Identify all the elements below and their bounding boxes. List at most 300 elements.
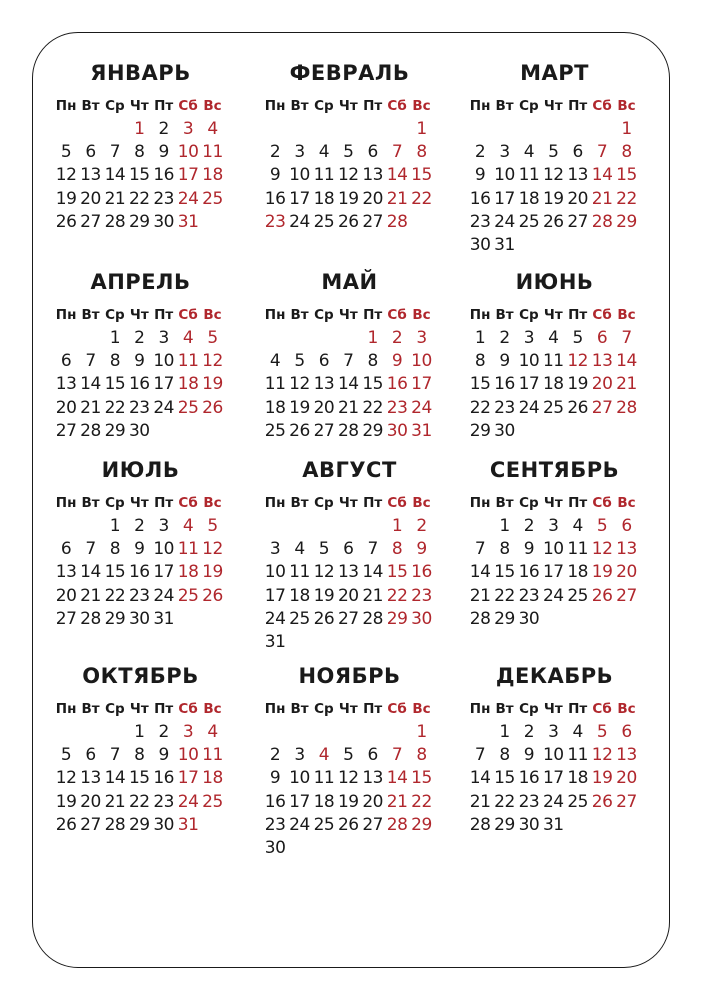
- calendar-day: 19: [337, 791, 359, 812]
- calendar-day: 11: [518, 165, 540, 186]
- calendar-day: 4: [182, 516, 194, 536]
- calendar-day: 20: [591, 374, 613, 395]
- weekday-header: Ср: [519, 495, 539, 511]
- calendar-day: 15: [469, 374, 491, 395]
- calendar-day: 29: [469, 420, 491, 441]
- calendar-day: 24: [177, 791, 199, 812]
- calendar-day: 27: [616, 791, 637, 812]
- calendar-day: 2: [134, 516, 145, 536]
- calendar-day: 22: [411, 791, 432, 812]
- calendar-day: 10: [153, 539, 174, 560]
- calendar-day: 25: [202, 188, 223, 209]
- calendar-day: 8: [391, 539, 403, 560]
- calendar-day: 6: [60, 539, 72, 560]
- calendar-day: 10: [289, 165, 310, 186]
- calendar-day: 24: [177, 188, 199, 209]
- calendar-day: 2: [499, 328, 510, 348]
- calendar-day: 25: [518, 211, 540, 232]
- calendar-day: 8: [134, 745, 145, 766]
- weekday-header: Сб: [178, 98, 198, 114]
- calendar-day: 1: [474, 328, 486, 348]
- calendar-day: 10: [411, 351, 432, 372]
- calendar-day: 27: [616, 585, 637, 606]
- calendar-day: 10: [518, 351, 540, 372]
- calendar-day: 17: [289, 188, 310, 209]
- calendar-day: 21: [386, 188, 408, 209]
- calendar-day: 21: [104, 791, 126, 812]
- calendar-day: 23: [411, 585, 432, 606]
- weekday-header: Пн: [264, 701, 286, 717]
- month-block: [53, 457, 228, 657]
- weekday-header: Вс: [617, 98, 636, 114]
- calendar-day: 3: [294, 142, 305, 163]
- calendar-day: 26: [202, 397, 223, 418]
- calendar-day: 23: [518, 585, 540, 606]
- calendar-day: 3: [548, 722, 559, 742]
- calendar-day: 22: [104, 585, 126, 606]
- calendar-day: 10: [542, 539, 564, 560]
- calendar-day: 4: [207, 119, 218, 139]
- calendar-day: 8: [621, 142, 632, 163]
- calendar-day: 6: [60, 351, 72, 372]
- calendar-day: 12: [591, 539, 613, 560]
- calendar-day: 8: [499, 745, 510, 766]
- calendar-day: 25: [542, 397, 564, 418]
- weekday-header: Чт: [543, 495, 563, 511]
- calendar-day: 1: [416, 722, 427, 742]
- calendar-day: 24: [153, 585, 174, 606]
- calendar-day: 5: [207, 516, 218, 536]
- calendar-day: 13: [80, 768, 101, 789]
- month-block: [262, 269, 437, 469]
- month-block: [262, 457, 437, 657]
- calendar-day: 16: [153, 165, 174, 186]
- weekday-header: Сб: [178, 701, 198, 717]
- month-title: ОКТЯБРЬ: [82, 664, 199, 688]
- calendar-day: 20: [80, 791, 101, 812]
- weekday-header: Пт: [154, 307, 174, 323]
- calendar-day: 13: [362, 165, 383, 186]
- calendar-day: 11: [313, 768, 335, 789]
- calendar-day: 9: [158, 745, 169, 766]
- weekday-header: Сб: [387, 307, 407, 323]
- calendar-day: 20: [55, 397, 77, 418]
- calendar-day: 6: [85, 745, 96, 766]
- month-block: [262, 663, 437, 863]
- calendar-day: 6: [343, 539, 354, 560]
- month-title: ИЮНЬ: [515, 270, 594, 294]
- calendar-day: 24: [289, 211, 310, 232]
- calendar-day: 14: [386, 165, 408, 186]
- calendar-day: 8: [416, 745, 427, 766]
- calendar-day: 21: [80, 397, 101, 418]
- calendar-day: 1: [367, 328, 378, 348]
- weekday-header: Пт: [568, 701, 588, 717]
- calendar-day: 9: [391, 351, 403, 372]
- calendar-day: 15: [386, 562, 408, 583]
- month-block: [53, 60, 228, 260]
- calendar-day: 30: [153, 211, 174, 232]
- calendar-day: 17: [264, 585, 286, 606]
- calendar-day: 13: [616, 745, 637, 766]
- weekday-header: Вс: [412, 701, 431, 717]
- month-title: МАРТ: [520, 61, 589, 85]
- weekday-header: Вт: [495, 495, 514, 511]
- month-title: АВГУСТ: [302, 458, 397, 482]
- weekday-header: Сб: [178, 307, 198, 323]
- calendar-day: 9: [499, 351, 510, 372]
- calendar-day: 23: [153, 188, 174, 209]
- weekday-header: Вт: [81, 701, 100, 717]
- calendar-day: 10: [494, 165, 515, 186]
- calendar-day: 12: [313, 562, 335, 583]
- calendar-day: 4: [269, 351, 281, 372]
- calendar-day: 11: [567, 745, 588, 766]
- weekday-header: Сб: [592, 495, 612, 511]
- calendar-day: 22: [128, 188, 150, 209]
- calendar-day: 30: [518, 814, 540, 835]
- calendar-day: 29: [494, 814, 515, 835]
- weekday-header: Ср: [314, 98, 334, 114]
- calendar-day: 23: [128, 585, 150, 606]
- calendar-day: 26: [567, 397, 588, 418]
- calendar-day: 28: [104, 814, 126, 835]
- calendar-day: 26: [202, 585, 223, 606]
- calendar-day: 13: [567, 165, 588, 186]
- calendar-day: 1: [134, 119, 145, 139]
- calendar-day: 22: [362, 397, 383, 418]
- calendar-day: 30: [469, 235, 491, 255]
- calendar-day: 26: [313, 608, 335, 629]
- calendar-day: 26: [289, 420, 310, 441]
- calendar-day: 14: [469, 562, 491, 583]
- calendar-day: 18: [542, 374, 564, 395]
- calendar-day: 19: [542, 188, 564, 209]
- weekday-header: Чт: [338, 307, 358, 323]
- weekday-header: Сб: [387, 98, 407, 114]
- calendar-day: 4: [294, 539, 305, 560]
- weekday-header: Пн: [55, 98, 77, 114]
- weekday-header: Вс: [617, 495, 636, 511]
- calendar-day: 23: [128, 397, 150, 418]
- calendar-day: 16: [518, 562, 540, 583]
- calendar-day: 16: [264, 791, 286, 812]
- weekday-header: Чт: [129, 701, 149, 717]
- calendar-day: 25: [177, 585, 199, 606]
- calendar-day: 28: [469, 814, 491, 835]
- month-title: МАЙ: [321, 270, 378, 294]
- weekday-header: Чт: [543, 307, 563, 323]
- calendar-day: 19: [55, 188, 77, 209]
- calendar-day: 1: [621, 119, 632, 139]
- calendar-day: 30: [128, 420, 150, 441]
- weekday-header: Чт: [543, 701, 563, 717]
- calendar-day: 15: [494, 768, 515, 789]
- calendar-day: 4: [207, 722, 218, 742]
- calendar-day: 11: [313, 165, 335, 186]
- month-title: АПРЕЛЬ: [90, 270, 191, 294]
- calendar-day: 31: [494, 235, 515, 255]
- weekday-header: Вт: [495, 98, 514, 114]
- calendar-day: 27: [80, 211, 101, 232]
- weekday-header: Пн: [469, 495, 491, 511]
- calendar-day: 29: [362, 420, 383, 441]
- calendar-day: 2: [269, 142, 281, 163]
- calendar-day: 2: [523, 722, 535, 742]
- calendar-day: 27: [55, 608, 77, 629]
- weekday-header: Пт: [154, 701, 174, 717]
- weekday-header: Чт: [129, 495, 149, 511]
- calendar-day: 1: [391, 516, 403, 536]
- calendar-day: 5: [318, 539, 330, 560]
- calendar-day: 8: [474, 351, 486, 372]
- calendar-day: 12: [202, 351, 223, 372]
- calendar-day: 9: [416, 539, 427, 560]
- calendar-day: 24: [153, 397, 174, 418]
- calendar-day: 3: [158, 516, 169, 536]
- calendar-day: 18: [202, 768, 223, 789]
- calendar-day: 2: [134, 328, 145, 348]
- weekday-header: Пт: [568, 307, 588, 323]
- calendar-day: 8: [416, 142, 427, 163]
- calendar-day: 23: [264, 211, 286, 232]
- calendar-day: 23: [386, 397, 408, 418]
- calendar-day: 27: [80, 814, 101, 835]
- calendar-day: 10: [177, 745, 199, 766]
- calendar-day: 19: [55, 791, 77, 812]
- calendar-day: 7: [621, 328, 632, 348]
- calendar-day: 13: [337, 562, 359, 583]
- calendar-day: 22: [494, 791, 515, 812]
- calendar-day: 24: [289, 814, 310, 835]
- calendar-day: 25: [289, 608, 310, 629]
- calendar-day: 26: [337, 814, 359, 835]
- calendar-day: 13: [55, 374, 77, 395]
- calendar-day: 21: [80, 585, 101, 606]
- calendar-day: 30: [264, 838, 286, 858]
- calendar-day: 31: [177, 211, 199, 232]
- calendar-day: 19: [202, 562, 223, 583]
- calendar-day: 25: [567, 791, 588, 812]
- calendar-day: 10: [177, 142, 199, 163]
- calendar-day: 19: [289, 397, 310, 418]
- calendar-day: 10: [153, 351, 174, 372]
- month-title: ЯНВАРЬ: [90, 61, 191, 85]
- calendar-day: 22: [104, 397, 126, 418]
- calendar-day: 20: [616, 768, 637, 789]
- month-title: СЕНТЯБРЬ: [489, 458, 620, 482]
- calendar-day: 16: [264, 188, 286, 209]
- calendar-day: 24: [264, 608, 286, 629]
- calendar-day: 27: [313, 420, 335, 441]
- calendar-day: 11: [542, 351, 564, 372]
- calendar-day: 8: [109, 351, 121, 372]
- calendar-day: 28: [337, 420, 359, 441]
- calendar-day: 9: [523, 745, 535, 766]
- calendar-day: 1: [499, 722, 510, 742]
- calendar-day: 1: [499, 516, 510, 536]
- calendar-day: 26: [591, 791, 613, 812]
- calendar-day: 1: [134, 722, 145, 742]
- calendar-day: 10: [264, 562, 286, 583]
- calendar-day: 30: [128, 608, 150, 629]
- calendar-day: 5: [60, 745, 72, 766]
- calendar-day: 27: [362, 814, 383, 835]
- calendar-day: 26: [337, 211, 359, 232]
- calendar-day: 29: [411, 814, 432, 835]
- calendar-day: 12: [591, 745, 613, 766]
- weekday-header: Сб: [387, 495, 407, 511]
- calendar-day: 23: [469, 211, 491, 232]
- calendar-day: 7: [367, 539, 378, 560]
- calendar-day: 20: [313, 397, 335, 418]
- month-title: ИЮЛЬ: [101, 458, 180, 482]
- month-block: [467, 457, 642, 657]
- calendar-day: 29: [104, 420, 126, 441]
- calendar-day: 3: [182, 722, 194, 742]
- calendar-day: 23: [494, 397, 515, 418]
- calendar-day: 17: [542, 768, 564, 789]
- calendar-day: 6: [621, 722, 632, 742]
- weekday-header: Пн: [55, 495, 77, 511]
- calendar-day: 12: [55, 768, 77, 789]
- weekday-header: Вт: [290, 307, 309, 323]
- calendar-day: 31: [411, 420, 432, 441]
- calendar-day: 28: [80, 608, 101, 629]
- calendar-day: 16: [128, 374, 150, 395]
- calendar-day: 30: [518, 608, 540, 629]
- calendar-day: 31: [542, 814, 564, 835]
- calendar-day: 2: [158, 722, 169, 742]
- weekday-header: Пн: [469, 701, 491, 717]
- month-block: [53, 663, 228, 863]
- calendar-day: 10: [542, 745, 564, 766]
- weekday-header: Пт: [363, 701, 383, 717]
- calendar-day: 18: [202, 165, 223, 186]
- calendar-day: 23: [518, 791, 540, 812]
- calendar-day: 21: [362, 585, 383, 606]
- calendar-day: 6: [621, 516, 632, 536]
- calendar-day: 11: [202, 745, 223, 766]
- calendar-day: 14: [616, 351, 637, 372]
- calendar-day: 19: [202, 374, 223, 395]
- calendar-day: 4: [318, 745, 330, 766]
- calendar-day: 4: [318, 142, 330, 163]
- calendar-day: 7: [474, 745, 486, 766]
- calendar-day: 27: [337, 608, 359, 629]
- calendar-day: 15: [362, 374, 383, 395]
- calendar-day: 18: [177, 562, 199, 583]
- calendar-day: 26: [55, 211, 77, 232]
- calendar-day: 12: [289, 374, 310, 395]
- calendar-day: 7: [85, 539, 96, 560]
- calendar-day: 15: [411, 768, 432, 789]
- calendar-day: 25: [313, 211, 335, 232]
- month-block: [467, 269, 642, 469]
- calendar-day: 31: [264, 632, 286, 652]
- calendar-day: 13: [80, 165, 101, 186]
- calendar-day: 13: [313, 374, 335, 395]
- calendar-day: 14: [591, 165, 613, 186]
- calendar-day: 18: [177, 374, 199, 395]
- calendar-day: 28: [469, 608, 491, 629]
- weekday-header: Вт: [495, 307, 514, 323]
- calendar-day: 17: [494, 188, 515, 209]
- calendar-day: 5: [207, 328, 218, 348]
- calendar-day: 14: [80, 562, 101, 583]
- calendar-day: 18: [313, 188, 335, 209]
- calendar-day: 9: [269, 768, 281, 789]
- month-title: ФЕВРАЛЬ: [289, 61, 410, 85]
- calendar-day: 22: [469, 397, 491, 418]
- calendar-day: 26: [591, 585, 613, 606]
- weekday-header: Ср: [314, 701, 334, 717]
- calendar-day: 7: [391, 142, 403, 163]
- calendar-day: 17: [153, 374, 174, 395]
- calendar-day: 4: [572, 722, 583, 742]
- calendar-day: 6: [596, 328, 608, 348]
- weekday-header: Вт: [495, 701, 514, 717]
- calendar-day: 7: [343, 351, 354, 372]
- calendar-day: 19: [313, 585, 335, 606]
- weekday-header: Вс: [617, 701, 636, 717]
- weekday-header: Вс: [203, 307, 222, 323]
- weekday-header: Пн: [469, 98, 491, 114]
- calendar-day: 30: [153, 814, 174, 835]
- calendar-day: 8: [367, 351, 378, 372]
- weekday-header: Чт: [338, 98, 358, 114]
- calendar-day: 16: [518, 768, 540, 789]
- calendar-day: 27: [362, 211, 383, 232]
- month-title: НОЯБРЬ: [298, 664, 401, 688]
- calendar-day: 19: [337, 188, 359, 209]
- calendar-day: 11: [289, 562, 310, 583]
- calendar-day: 19: [591, 562, 613, 583]
- weekday-header: Вс: [412, 98, 431, 114]
- calendar-day: 31: [177, 814, 199, 835]
- calendar-day: 20: [80, 188, 101, 209]
- calendar-day: 19: [567, 374, 588, 395]
- calendar-day: 14: [80, 374, 101, 395]
- calendar-day: 14: [386, 768, 408, 789]
- calendar-day: 21: [469, 585, 491, 606]
- calendar-day: 29: [128, 814, 150, 835]
- calendar-day: 16: [411, 562, 432, 583]
- calendar-day: 4: [548, 328, 559, 348]
- weekday-header: Сб: [178, 495, 198, 511]
- calendar-day: 5: [572, 328, 583, 348]
- weekday-header: Пт: [154, 98, 174, 114]
- calendar-day: 23: [264, 814, 286, 835]
- weekday-header: Чт: [543, 98, 563, 114]
- weekday-header: Вт: [81, 307, 100, 323]
- calendar-day: 13: [591, 351, 613, 372]
- calendar-day: 19: [591, 768, 613, 789]
- calendar-day: 23: [153, 791, 174, 812]
- calendar-day: 11: [202, 142, 223, 163]
- calendar-day: 8: [134, 142, 145, 163]
- weekday-header: Пт: [363, 495, 383, 511]
- calendar-day: 15: [128, 165, 150, 186]
- calendar-day: 8: [109, 539, 121, 560]
- calendar-day: 4: [523, 142, 535, 163]
- weekday-header: Ср: [314, 307, 334, 323]
- weekday-header: Пт: [363, 307, 383, 323]
- calendar-day: 21: [337, 397, 359, 418]
- month-title: ДЕКАБРЬ: [495, 664, 614, 688]
- calendar-day: 18: [289, 585, 310, 606]
- calendar-day: 6: [367, 142, 378, 163]
